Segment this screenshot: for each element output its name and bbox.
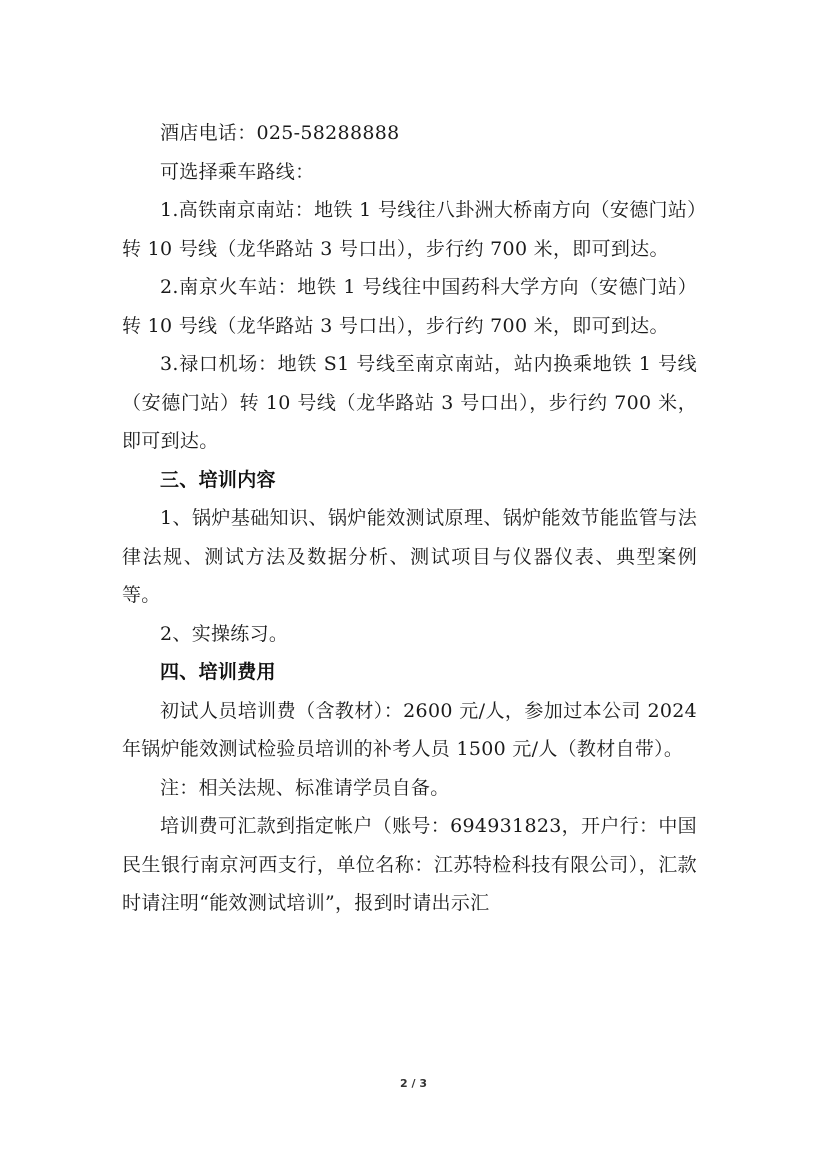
route-3-paragraph: 3.禄口机场：地铁 S1 号线至南京南站，站内换乘地铁 1 号线（安德门站）转 10 号线（龙华路站 3 号口出），步行约 700 米，即可到达。 (122, 353, 697, 452)
section-4-heading: 四、培训费用 (160, 661, 276, 683)
document-body (122, 114, 697, 923)
fee-paragraph: 初试人员培训费（含教材）：2600 元/人，参加过本公司 2024 年锅炉能效测试检验员培训的补考人员 1500 元/人（教材自带）。 (122, 699, 697, 760)
hotel-phone-paragraph: 酒店电话：025-58288888 (160, 122, 400, 144)
content-2-paragraph: 2、实操练习。 (160, 622, 289, 645)
routes-intro-paragraph: 可选择乘车路线： (160, 160, 315, 183)
page-number: 2 / 3 (400, 1077, 427, 1090)
route-2-paragraph: 2.南京火车站：地铁 1 号线往中国药科大学方向（安德门站）转 10 号线（龙华路站 3 号口出），步行约 700 米，即可到达。 (122, 276, 697, 337)
payment-paragraph: 培训费可汇款到指定帐户（账号：694931823，开户行：中国民生银行南京河西支行，单位名称：江苏特检科技有限公司），汇款时请注明“能效测试培训”，报到时请出示汇 (122, 815, 697, 914)
content-1-paragraph: 1、锅炉基础知识、锅炉能效测试原理、锅炉能效节能监管与法律法规、测试方法及数据分析、测试项目与仪器仪表、典型案例等。 (122, 507, 697, 606)
route-1-paragraph: 1.高铁南京南站：地铁 1 号线往八卦洲大桥南方向（安德门站）转 10 号线（龙华路站 3 号口出），步行约 700 米，即可到达。 (122, 199, 697, 260)
note-paragraph: 注：相关法规、标准请学员自备。 (160, 776, 450, 799)
section-3-heading: 三、培训内容 (160, 468, 276, 491)
